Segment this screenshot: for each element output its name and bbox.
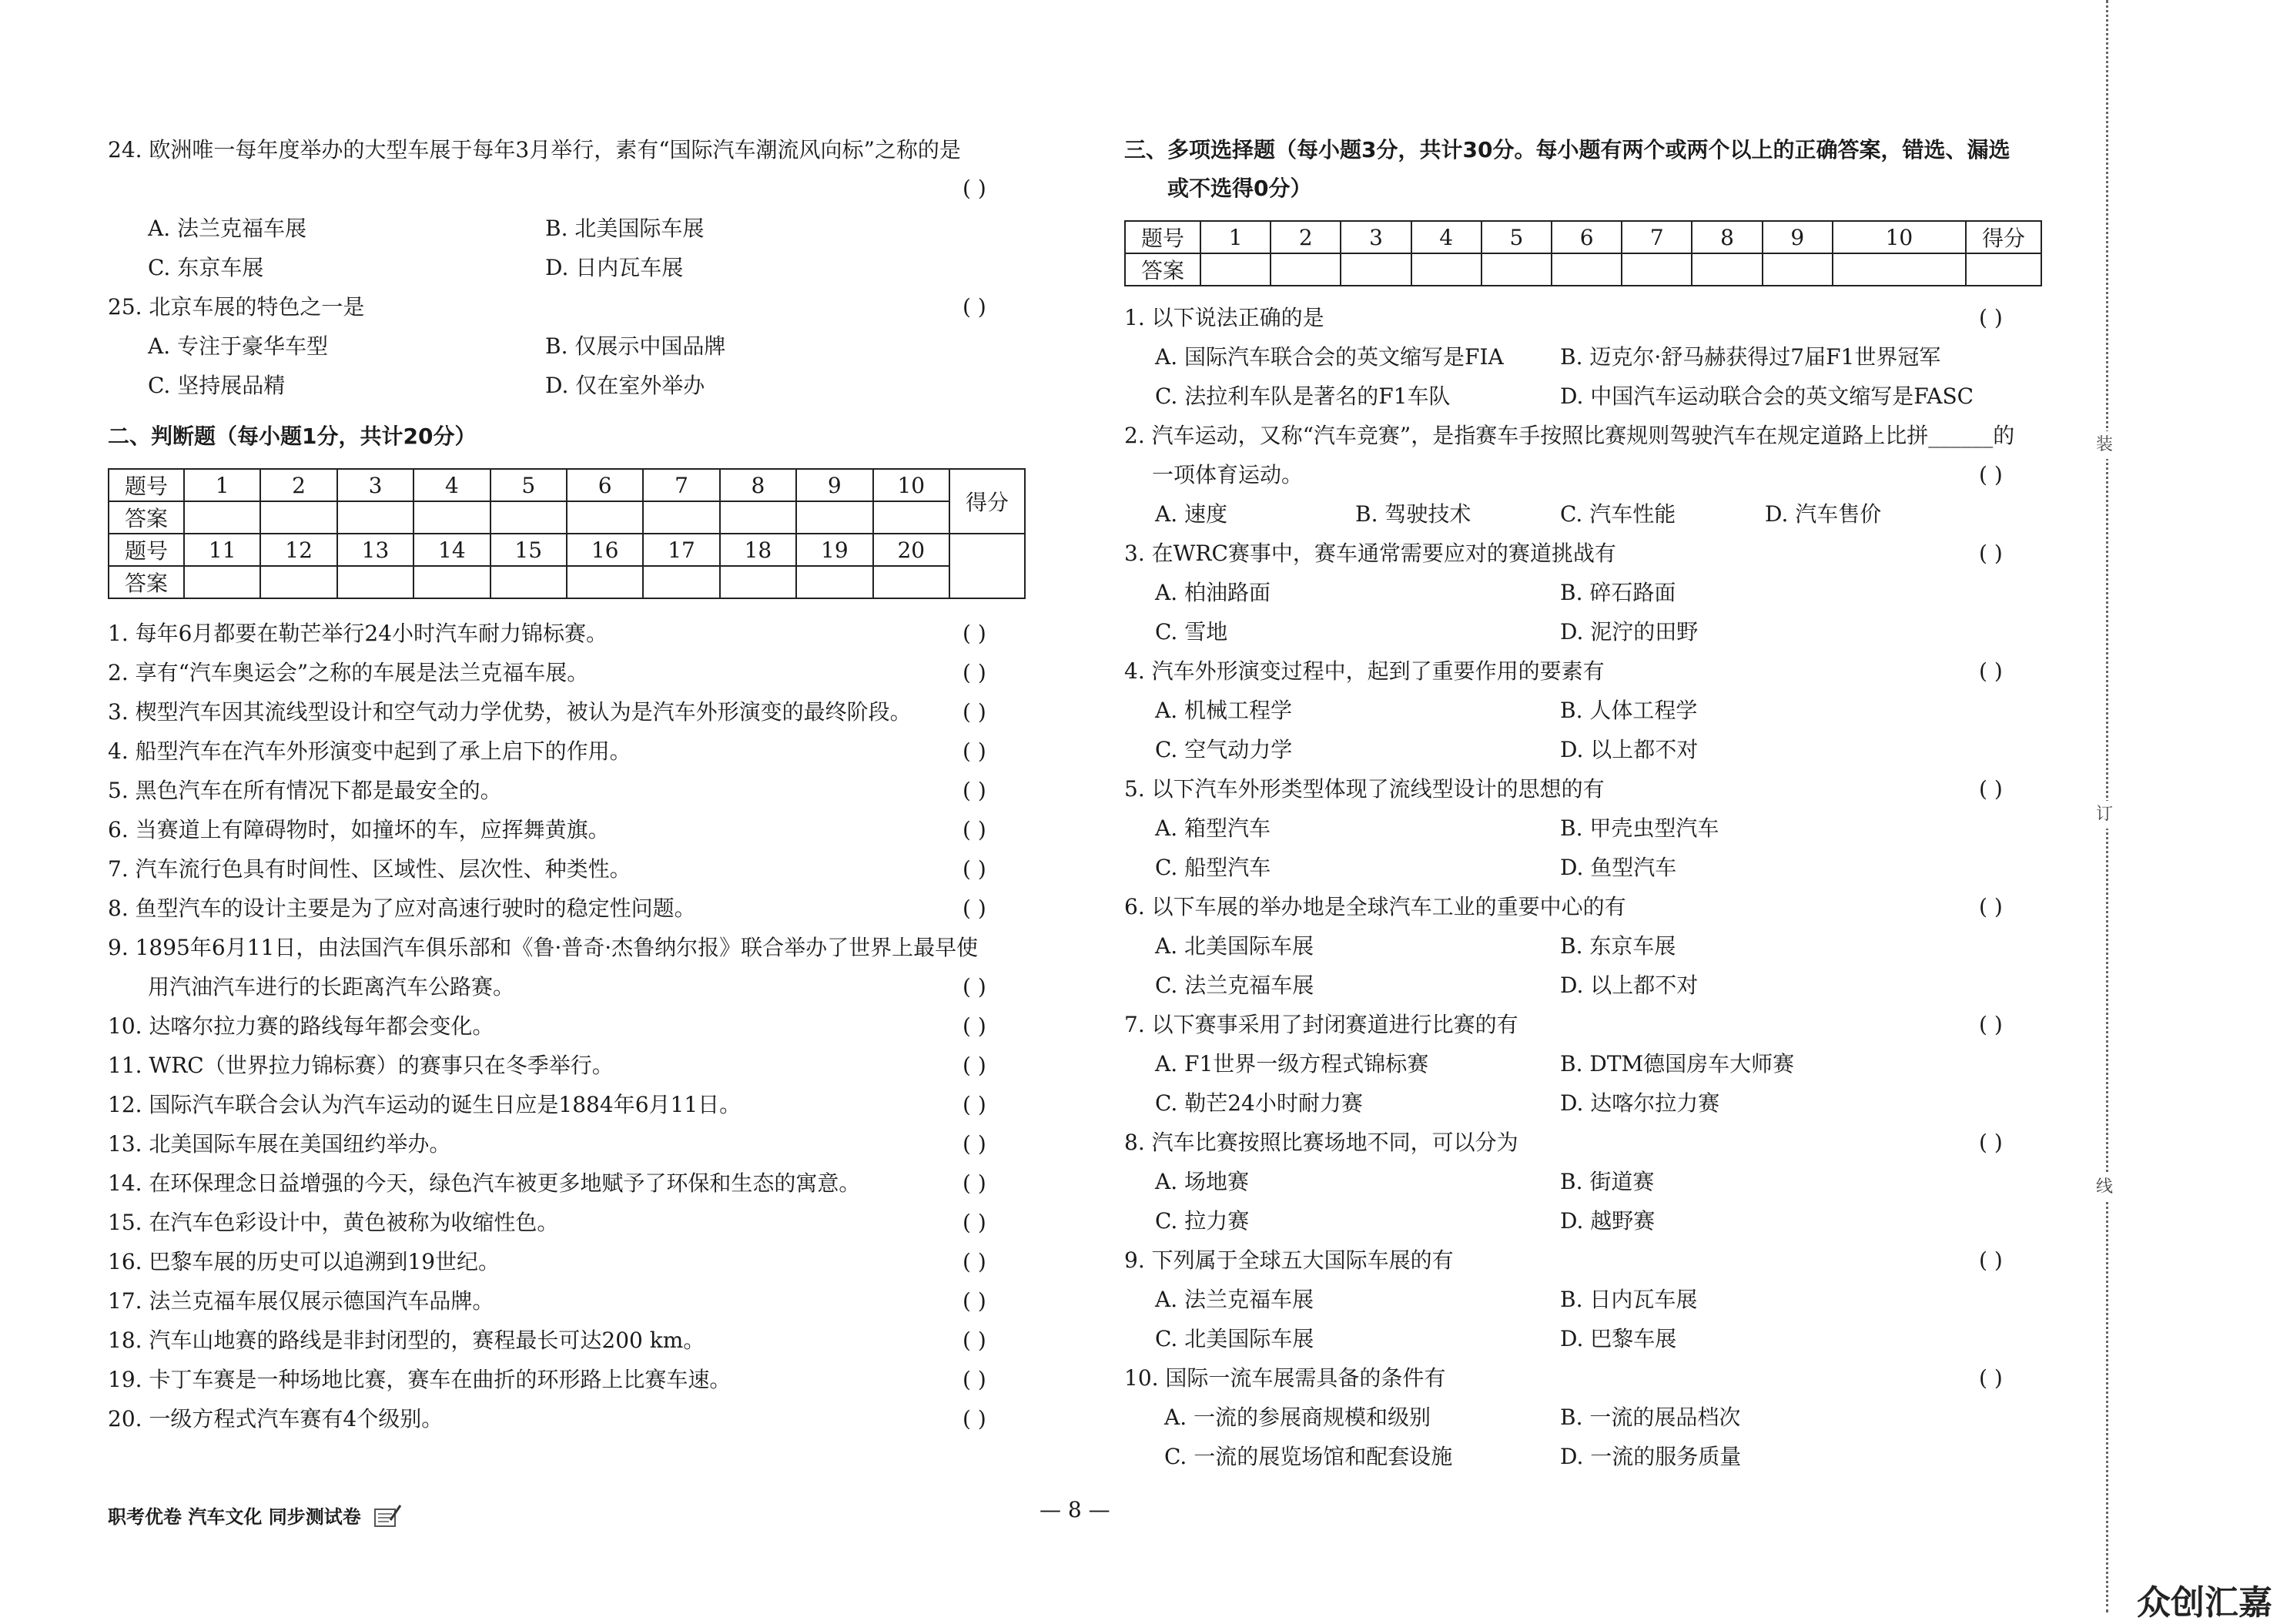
answer-paren[interactable]: ( ) — [963, 621, 986, 646]
answer-cell[interactable] — [720, 501, 796, 534]
tf-item: 15. 在汽车色彩设计中，黄色被称为收缩性色。 — [108, 1210, 559, 1235]
table-cell: 1 — [1200, 221, 1271, 253]
tf-item: 6. 当赛道上有障碍物时，如撞坏的车，应挥舞黄旗。 — [108, 817, 610, 842]
mq-question: 2. 汽车运动，又称“汽车竞赛”，是指赛车手按照比赛规则驾驶汽车在规定道路上比拼______的 — [1124, 423, 2015, 448]
row-label-number: 题号 — [1125, 221, 1200, 253]
answer-cell[interactable] — [796, 501, 872, 534]
answer-cell[interactable] — [796, 566, 872, 598]
answer-paren[interactable]: ( ) — [1979, 1012, 2003, 1037]
answer-cell[interactable] — [1692, 253, 1762, 286]
table-cell: 4 — [413, 469, 490, 501]
answer-paren[interactable]: ( ) — [1979, 894, 2003, 919]
answer-cell[interactable] — [1481, 253, 1552, 286]
tf-item: 8. 鱼型汽车的设计主要是为了应对高速行驶时的稳定性问题。 — [108, 896, 696, 921]
tf-item: 12. 国际汽车联合会认为汽车运动的诞生日应是1884年6月11日。 — [108, 1092, 742, 1117]
option-b: B. 碎石路面 — [1560, 580, 1676, 605]
table-cell: 10 — [1833, 221, 1966, 253]
option-a: A. 专注于豪华车型 — [148, 333, 329, 359]
tf-item-continued: 用汽油汽车进行的长距离汽车公路赛。 — [148, 974, 515, 1000]
table-cell: 15 — [490, 534, 567, 566]
answer-cell[interactable] — [337, 566, 413, 598]
answer-paren[interactable]: ( ) — [1979, 462, 2003, 487]
binding-mark: 装 — [2091, 431, 2118, 459]
answer-paren[interactable]: ( ) — [963, 1328, 986, 1353]
option-b: B. 一流的展品档次 — [1560, 1405, 1741, 1430]
tf-item: 10. 达喀尔拉力赛的路线每年都会变化。 — [108, 1013, 494, 1039]
answer-cell[interactable] — [490, 566, 567, 598]
table-cell: 2 — [260, 469, 336, 501]
footer-title-text: 职考优卷 汽车文化 同步测试卷 — [108, 1506, 361, 1528]
option-d: D. 巴黎车展 — [1560, 1326, 1677, 1351]
option-b: B. 街道赛 — [1560, 1169, 1655, 1194]
answer-cell[interactable] — [184, 501, 260, 534]
table-cell: 16 — [567, 534, 643, 566]
answer-paren[interactable]: ( ) — [963, 1406, 986, 1431]
option-d: D. 以上都不对 — [1560, 973, 1699, 998]
option-b: B. 东京车展 — [1560, 933, 1676, 959]
option-c: C. 勒芒24小时耐力赛 — [1155, 1090, 1363, 1116]
tf-item: 14. 在环保理念日益增强的今天，绿色汽车被更多地赋予了环保和生态的寓意。 — [108, 1170, 861, 1196]
answer-table-3 — [1124, 220, 2042, 286]
answer-paren[interactable]: ( ) — [963, 1249, 986, 1274]
answer-cell[interactable] — [1411, 253, 1481, 286]
notebook-icon — [373, 1503, 403, 1532]
mq-question: 3. 在WRC赛事中，赛车通常需要应对的赛道挑战有 — [1124, 541, 1616, 566]
binding-mark: 订 — [2091, 801, 2118, 829]
option-b: B. 日内瓦车展 — [1560, 1287, 1698, 1312]
tf-item: 13. 北美国际车展在美国纽约举办。 — [108, 1131, 451, 1157]
table-cell: 1 — [184, 469, 260, 501]
table-cell: 13 — [337, 534, 413, 566]
option-d: D. 鱼型汽车 — [1560, 855, 1677, 880]
answer-paren[interactable]: ( ) — [963, 896, 986, 921]
table-cell: 3 — [1341, 221, 1411, 253]
answer-paren[interactable]: ( ) — [963, 699, 986, 725]
option-a: A. 速度 — [1155, 501, 1228, 527]
option-c: C. 东京车展 — [148, 255, 264, 280]
answer-paren[interactable]: ( ) — [963, 1053, 986, 1078]
option-b: B. 甲壳虫型汽车 — [1560, 815, 1719, 841]
table-cell: 11 — [184, 534, 260, 566]
table-cell: 19 — [796, 534, 872, 566]
tf-item: 16. 巴黎车展的历史可以追溯到19世纪。 — [108, 1249, 501, 1274]
tf-item: 7. 汽车流行色具有时间性、区域性、层次性、种类性。 — [108, 856, 631, 882]
table-cell: 3 — [337, 469, 413, 501]
table-cell: 8 — [720, 469, 796, 501]
option-d: D. 日内瓦车展 — [545, 255, 684, 280]
answer-cell[interactable] — [1833, 253, 1966, 286]
answer-cell[interactable] — [1341, 253, 1411, 286]
section-2-title: 二、判断题（每小题1分，共计20分） — [108, 424, 477, 449]
answer-cell[interactable] — [413, 566, 490, 598]
table-cell: 12 — [260, 534, 336, 566]
tf-item: 19. 卡丁车赛是一种场地比赛，赛车在曲折的环形路上比赛车速。 — [108, 1367, 732, 1392]
option-c: C. 船型汽车 — [1155, 855, 1271, 880]
answer-cell[interactable] — [490, 501, 567, 534]
answer-cell[interactable] — [1200, 253, 1271, 286]
option-a: A. 机械工程学 — [1155, 698, 1293, 723]
tf-item: 1. 每年6月都要在勒芒举行24小时汽车耐力锦标赛。 — [108, 621, 608, 646]
table-cell: 14 — [413, 534, 490, 566]
answer-paren[interactable]: ( ) — [963, 856, 986, 882]
table-cell: 9 — [1763, 221, 1833, 253]
answer-paren[interactable]: ( ) — [963, 738, 986, 764]
answer-cell[interactable] — [873, 501, 949, 534]
answer-cell[interactable] — [567, 566, 643, 598]
section-3-title: 三、多项选择题（每小题3分，共计30分。每小题有两个或两个以上的正确答案，错选、漏选 — [1124, 137, 2010, 162]
binding-mark: 线 — [2091, 1174, 2118, 1201]
option-a: A. 北美国际车展 — [1155, 933, 1314, 959]
tf-item: 5. 黑色汽车在所有情况下都是最安全的。 — [108, 778, 502, 803]
mq-question: 10. 国际一流车展需具备的条件有 — [1124, 1365, 1446, 1391]
option-c: C. 空气动力学 — [1155, 737, 1293, 762]
table-cell: 18 — [720, 534, 796, 566]
answer-paren[interactable]: ( ) — [963, 1210, 986, 1235]
table-cell: 17 — [643, 534, 719, 566]
table-cell: 5 — [490, 469, 567, 501]
option-a: A. 法兰克福车展 — [148, 216, 307, 241]
answer-cell[interactable] — [1763, 253, 1833, 286]
option-b: B. 迈克尔·舒马赫获得过7届F1世界冠军 — [1560, 344, 1941, 370]
mq-question: 5. 以下汽车外形类型体现了流线型设计的思想的有 — [1124, 776, 1605, 802]
answer-table-2 — [108, 468, 1026, 599]
page-number: — 8 — — [1040, 1497, 1110, 1522]
row-label-number: 题号 — [109, 534, 184, 566]
option-a: A. 法兰克福车展 — [1155, 1287, 1314, 1312]
section-3-title-cont: 或不选得0分） — [1167, 176, 1312, 201]
option-a: A. 柏油路面 — [1155, 580, 1271, 605]
table-cell: 7 — [1622, 221, 1692, 253]
option-b: B. 人体工程学 — [1560, 698, 1698, 723]
table-cell: 4 — [1411, 221, 1481, 253]
table-cell: 9 — [796, 469, 872, 501]
table-cell: 8 — [1692, 221, 1762, 253]
answer-cell[interactable] — [1622, 253, 1692, 286]
mq-question: 9. 下列属于全球五大国际车展的有 — [1124, 1247, 1454, 1273]
mq-question: 1. 以下说法正确的是 — [1124, 305, 1324, 330]
answer-paren[interactable]: ( ) — [963, 1367, 986, 1392]
tf-item: 9. 1895年6月11日，由法国汽车俱乐部和《鲁·普奇·杰鲁纳尔报》联合举办了世界上最早使 — [108, 935, 979, 960]
answer-paren[interactable]: ( ) — [963, 778, 986, 803]
tf-item: 11. WRC（世界拉力锦标赛）的赛事只在冬季举行。 — [108, 1053, 614, 1078]
answer-paren[interactable]: ( ) — [963, 1092, 986, 1117]
answer-paren[interactable]: ( ) — [1979, 1130, 2003, 1155]
table-cell: 5 — [1481, 221, 1552, 253]
answer-cell[interactable] — [260, 501, 336, 534]
option-b: B. 仅展示中国品牌 — [545, 333, 726, 359]
table-cell: 7 — [643, 469, 719, 501]
option-c: C. 雪地 — [1155, 619, 1228, 645]
tf-item: 4. 船型汽车在汽车外形演变中起到了承上启下的作用。 — [108, 738, 631, 764]
answer-paren[interactable]: ( ) — [1979, 776, 2003, 802]
answer-paren[interactable]: ( ) — [1979, 305, 2003, 330]
score-cell: 得分 — [1966, 221, 2041, 253]
answer-paren[interactable]: ( ) — [963, 1131, 986, 1157]
table-cell: 20 — [873, 534, 949, 566]
row-label-number: 题号 — [109, 469, 184, 501]
score-cell: 得分 — [949, 469, 1025, 534]
answer-cell[interactable] — [260, 566, 336, 598]
mq-question: 7. 以下赛事采用了封闭赛道进行比赛的有 — [1124, 1012, 1518, 1037]
option-a: A. 国际汽车联合会的英文缩写是FIA — [1155, 344, 1504, 370]
tf-item: 2. 享有“汽车奥运会”之称的车展是法兰克福车展。 — [108, 660, 589, 685]
answer-paren[interactable]: ( ) — [963, 974, 986, 1000]
tf-item: 20. 一级方程式汽车赛有4个级别。 — [108, 1406, 444, 1431]
table-cell: 6 — [1552, 221, 1622, 253]
answer-cell[interactable] — [567, 501, 643, 534]
option-b: B. 北美国际车展 — [545, 216, 705, 241]
mq-question: 4. 汽车外形演变过程中，起到了重要作用的要素有 — [1124, 658, 1605, 684]
answer-cell[interactable] — [720, 566, 796, 598]
option-d: D. 一流的服务质量 — [1560, 1444, 1742, 1469]
option-c: C. 法兰克福车展 — [1155, 973, 1314, 998]
table-cell: 6 — [567, 469, 643, 501]
option-d: D. 以上都不对 — [1560, 737, 1699, 762]
mq-question: 8. 汽车比赛按照比赛场地不同，可以分为 — [1124, 1130, 1518, 1155]
table-cell: 2 — [1271, 221, 1341, 253]
answer-cell[interactable] — [413, 501, 490, 534]
option-d: D. 汽车售价 — [1765, 501, 1882, 527]
tf-item: 18. 汽车山地赛的路线是非封闭型的，赛程最长可达200 km。 — [108, 1328, 705, 1353]
answer-cell[interactable] — [873, 566, 949, 598]
option-c: C. 坚持展品精 — [148, 373, 286, 398]
mq-question: 6. 以下车展的举办地是全球汽车工业的重要中心的有 — [1124, 894, 1626, 919]
answer-cell[interactable] — [643, 501, 719, 534]
answer-cell[interactable] — [1271, 253, 1341, 286]
option-b: B. DTM德国房车大师赛 — [1560, 1051, 1795, 1077]
answer-cell[interactable] — [337, 501, 413, 534]
answer-paren[interactable]: ( ) — [963, 817, 986, 842]
score-cell-empty[interactable] — [949, 534, 1025, 598]
answer-paren: ( ) — [963, 294, 986, 320]
answer-paren[interactable]: ( ) — [963, 1288, 986, 1314]
answer-paren[interactable]: ( ) — [1979, 1365, 2003, 1391]
score-cell-empty[interactable] — [1966, 253, 2041, 286]
question-25: 25. 北京车展的特色之一是 — [108, 294, 365, 320]
option-c: C. 一流的展览场馆和配套设施 — [1164, 1444, 1453, 1469]
question-24: 24. 欧洲唯一每年度举办的大型车展于每年3月举行，素有“国际汽车潮流风向标”之称的是 — [108, 137, 961, 162]
tf-item: 3. 楔型汽车因其流线型设计和空气动力学优势，被认为是汽车外形演变的最终阶段。 — [108, 699, 912, 725]
watermark-logo: 众创汇嘉 — [2137, 1583, 2272, 1622]
answer-cell[interactable] — [1552, 253, 1622, 286]
option-b: B. 驾驶技术 — [1355, 501, 1471, 527]
mq-question-continued: 一项体育运动。 — [1152, 462, 1304, 487]
option-a: A. 场地赛 — [1155, 1169, 1250, 1194]
option-c: C. 汽车性能 — [1560, 501, 1676, 527]
answer-paren[interactable]: ( ) — [963, 660, 986, 685]
option-d: D. 仅在室外举办 — [545, 373, 705, 398]
row-label-answer: 答案 — [109, 566, 184, 598]
option-a: A. 一流的参展商规模和级别 — [1164, 1405, 1431, 1430]
option-c: C. 北美国际车展 — [1155, 1326, 1314, 1351]
option-d: D. 中国汽车运动联合会的英文缩写是FASC — [1560, 383, 1974, 409]
table-cell: 10 — [873, 469, 949, 501]
option-d: D. 越野赛 — [1560, 1208, 1656, 1234]
answer-paren[interactable]: ( ) — [1979, 658, 2003, 684]
option-c: C. 法拉利车队是著名的F1车队 — [1155, 383, 1451, 409]
answer-cell[interactable] — [643, 566, 719, 598]
row-label-answer: 答案 — [109, 501, 184, 534]
tf-item: 17. 法兰克福车展仅展示德国汽车品牌。 — [108, 1288, 494, 1314]
option-c: C. 拉力赛 — [1155, 1208, 1250, 1234]
answer-paren[interactable]: ( ) — [1979, 541, 2003, 566]
answer-paren[interactable]: ( ) — [963, 1170, 986, 1196]
option-d: D. 泥泞的田野 — [1560, 619, 1699, 645]
option-a: A. 箱型汽车 — [1155, 815, 1271, 841]
option-d: D. 达喀尔拉力赛 — [1560, 1090, 1720, 1116]
answer-paren[interactable]: ( ) — [1979, 1247, 2003, 1273]
answer-cell[interactable] — [184, 566, 260, 598]
option-a: A. F1世界一级方程式锦标赛 — [1155, 1051, 1429, 1077]
row-label-answer: 答案 — [1125, 253, 1200, 286]
footer-book-title — [108, 1502, 403, 1532]
answer-paren[interactable]: ( ) — [963, 1013, 986, 1039]
answer-paren: ( ) — [963, 176, 986, 201]
